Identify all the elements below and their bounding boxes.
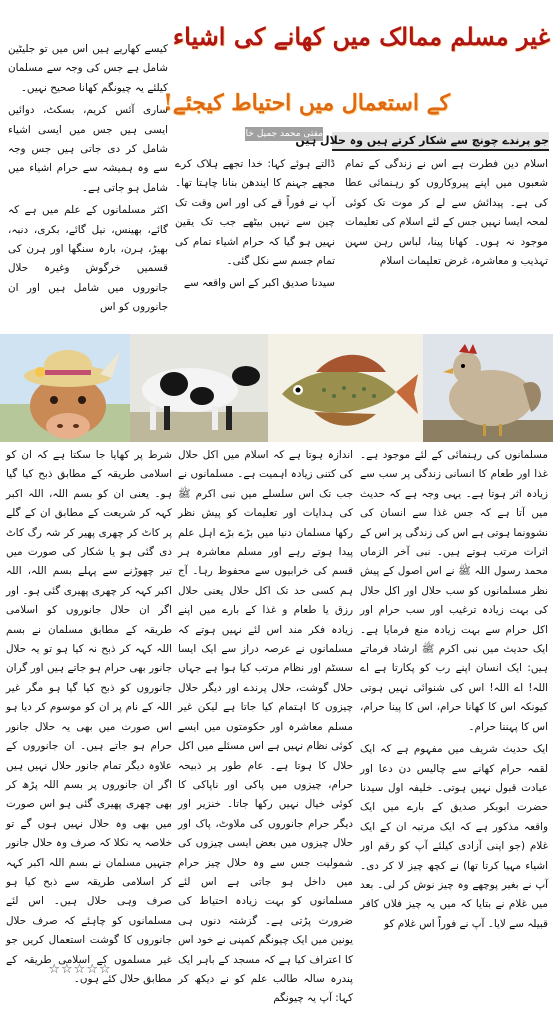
headline-line-2: کے استعمال میں احتیاط کیجئے! — [163, 90, 450, 116]
bottom-right-column — [360, 446, 548, 994]
cow-with-hat-image — [0, 334, 130, 442]
top-right-column — [345, 155, 548, 330]
holstein-cow-image — [130, 334, 268, 442]
paragraph: اندازہ ہوتا ہے کہ اسلام میں اکل حلال کی کتنی زیادہ اہمیت ہے۔ مسلمانوں نے جب تک اس سلسلے میں نبی اکرم ﷺ کی ہدایات اور تعلیمات کو پیش نظر رکھا مسلمان دنیا میں بڑے بڑے اہل علم پیدا ہوتے رہے اور مسلم معاشرہ ہر قسم کی خرابیوں سے محفوظ رہا۔ آج ہم کسی حد تک اکل حلال یعنی حلال رزق یا طعام و غذا کے بارے میں اپنے زیادہ فکر مند اس لئے نہیں ہوتے کہ مسلمانوں نے عرصہ دراز سے ایک ایسا سسٹم اور نظام مرتب کیا ہوا ہے جہاں حلال گوشت، حلال پرندے اور دیگر حلال چیزوں کا اہتمام کیا جاتا ہے لیکن غیر مسلم معاشرہ اور حکومتوں میں ایسے کوئی نظام نہیں ہے اس مسئلے میں اکل حلال کا ہوتا ہے۔ عام طور پر ذبیحہ حرام، چیزوں میں پاکی اور ناپاکی کا کوئی خیال نہیں رکھا جاتا۔ خنزیر اور دیگر حرام جانوروں کی ملاوٹ، پاک اور حلال چیزوں میں بعض ایسی چیزوں کی شمولیت جس سے وہ حلال چیز حرام میں داخل ہو جاتی ہے اس لئے مسلمانوں کو بہت زیادہ احتیاط کی ضرورت پڑتی ہے۔ گزشتہ دنوں ہی یونین میں ایک چیونگم کمپنی نے خود اس کا اعتراف کیا ہے کہ مسجد کے باہر ایک پندرہ سالہ طالب علم کو نے دیکھ کر کہا: آپ یہ چیونگم — [178, 449, 353, 1005]
top-left-column — [8, 40, 168, 330]
bottom-middle-column — [178, 446, 353, 1005]
bottom-left-column — [6, 446, 172, 985]
animal-photo-strip — [0, 334, 553, 442]
paragraph: ایک حدیث شریف میں مفہوم ہے کہ ایک لقمہ حرام کھانے سے چالیس دن دعا اور عبادت قبول نہیں ہوتی۔ خلیفہ اول سیدنا حضرت ابوبکر صدیق کے بارے میں ایک واقعہ مذکور ہے کہ ایک مرتبہ ان کے ایک غلام (جو اپنی آزادی کیلئے آپ کو رقم اور اشیاء مہیا کرتا تھا) نے کچھ چیز لا کر دی۔ آپ نے بغیر پوچھے وہ چیز نوش کر لی۔ بعد میں غلام نے بتایا کہ میں یہ چیز فلاں کافر قبیلہ سے لایا۔ آپ نے فوراً اس غلام کو — [360, 743, 548, 930]
author-byline: مفتی محمد جمیل خان — [239, 129, 323, 139]
end-of-article-stars: ☆☆☆☆☆ — [48, 962, 112, 977]
paragraph: کیسے کھاریے ہیں اس میں تو جلیٹین شامل ہے جس کی وجہ سے مسلمان کیلئے یہ چیونگم کھانا صحیح نہیں۔ — [8, 43, 168, 94]
hen-image — [423, 334, 553, 442]
paragraph: ڈالتے ہوئے کہا: خدا تجھے ہلاک کرے مجھے جہنم کا ایندھن بنانا چاہتا تھا۔ آپ نے فوراً قے کی اور اس وقت تک چین سے نہیں بیٹھے جب تک یقین نہیں ہو گیا کہ حرام اشیاء تمام کی تمام جسم سے نکل گئی۔ — [175, 158, 335, 268]
paragraph: ساری آئس کریم، بسکٹ، دوائیں ایسی ہیں جس میں ایسی اشیاء شامل کر دی جاتی ہیں جس وجہ سے وہ ہمیشہ سے حرام اشیاء میں شامل ہو جاتی ہے۔ — [8, 104, 168, 194]
subheading-banner: جو پرندے چونچ سے شکار کرتے ہیں وہ حلال ہیں — [332, 132, 549, 151]
top-middle-column — [175, 155, 335, 330]
paragraph: شرط پر کھایا جا سکتا ہے کہ ان کو اسلامی طریقہ کے مطابق ذبح کیا گیا ہو۔ یعنی ان کو بسم اللہ، اللہ اکبر کہہ کر شریعت کے مطابق ان کے گلے پر کاٹ کر چھری پھیر کر شہ رگ کاٹ دی گئی ہو یا شکار کی صورت میں تیر چھوڑنے سے پہلے بسم اللہ، اللہ اکبر کہہ کر چھری پھیری گئی ہو۔ اور اگر ان حلال جانوروں کو اسلامی طریقہ کے مطابق مسلمان نے بسم اللہ کہہ کر ذبح نہ کیا ہو تو یہ حلال جانور بھی حرام ہو جاتے ہیں اور گران جانوروں کو ذبح کیا گیا ہو مگر غیر اللہ کے نام پر ان کو موسوم کر دیا ہو اس صورت میں بھی یہ حلال جانور حرام ہو جاتے ہیں۔ ان جانوروں کے علاوہ دیگر تمام جانور حلال نہیں ہیں اگر ان جانوروں پر بسم اللہ پڑھ کر بھی چھری پھیری گئی ہو اس صورت میں بھی وہ حلال نہیں ہوں گے تو خلاصہ یہ نکلا کہ صرف وہ حلال جانور جنہیں مسلمان نے بسم اللہ اکبر کہہ کر اسلامی طریقہ سے ذبح کیا ہو صرف وہی حلال ہیں۔ اس لئے مسلمانوں کو چاہئے کہ صرف حلال جانوروں کا گوشت استعمال کریں جو غیر مسلموں کے اسلامی طریقہ کے مطابق حلال کئے ہوں۔ — [6, 449, 172, 985]
paragraph: اکثر مسلمانوں کے علم میں ہے کہ گائے، بھینس، نیل گائے، بکری، دنبہ، بھیڑ، ہرن، بارہ سنگھا اور ہرن کی قسمیں خرگوش وغیرہ حلال جانوروں میں شامل ہیں اور ان جانوروں کو اس — [8, 204, 168, 314]
paragraph: مسلمانوں کی رہنمائی کے لئے موجود ہے۔ غذا اور طعام کا انسانی زندگی پر سب سے زیادہ اثر ہوتا ہے۔ یہی وجہ ہے کہ حدیث میں آتا ہے کہ جس غذا سے انسان کی نشوونما ہوتی ہے اس کی زندگی پر اس کے اثرات مرتب ہوتے ہیں۔ نبی آخر الزماں محمد رسول اللہ ﷺ نے اس اصول کے پیش نظر مسلمانوں کو سب حلال اور اکل حلال کی بہت زیادہ ترغیب اور سب حرام اور اکل حرام سے بہت زیادہ منع فرمایا ہے۔ ایک حدیث میں نبی اکرم ﷺ ارشاد فرماتے ہیں: ایک انسان اپنے رب کو پکارتا ہے اے اللہ! اے اللہ! اس کی شنوائی نہیں ہوتی کیونکہ اس کا کھانا حرام، اس کا پینا حرام، اس کا پہننا حرام۔ — [360, 449, 548, 733]
paragraph: سیدنا صدیق اکبر کے اس واقعہ سے — [183, 277, 335, 290]
fish-image — [268, 334, 423, 442]
paragraph: اسلام دین فطرت ہے اس نے زندگی کے تمام شعبوں میں اپنے پیروکاروں کو رہنمائی عطا کی ہے۔ پیدائش سے لے کر موت تک کوئی لمحہ ایسا نہیں جس کے لئے اسلام کی تعلیمات موجود نہ ہوں۔ کھانا پینا، لباس رہن سہن تہذیب و معاشرہ، غرض تعلیمات اسلام — [345, 158, 548, 268]
headline-line-1: غیر مسلم ممالک میں کھانے کی اشیاء — [172, 22, 550, 51]
